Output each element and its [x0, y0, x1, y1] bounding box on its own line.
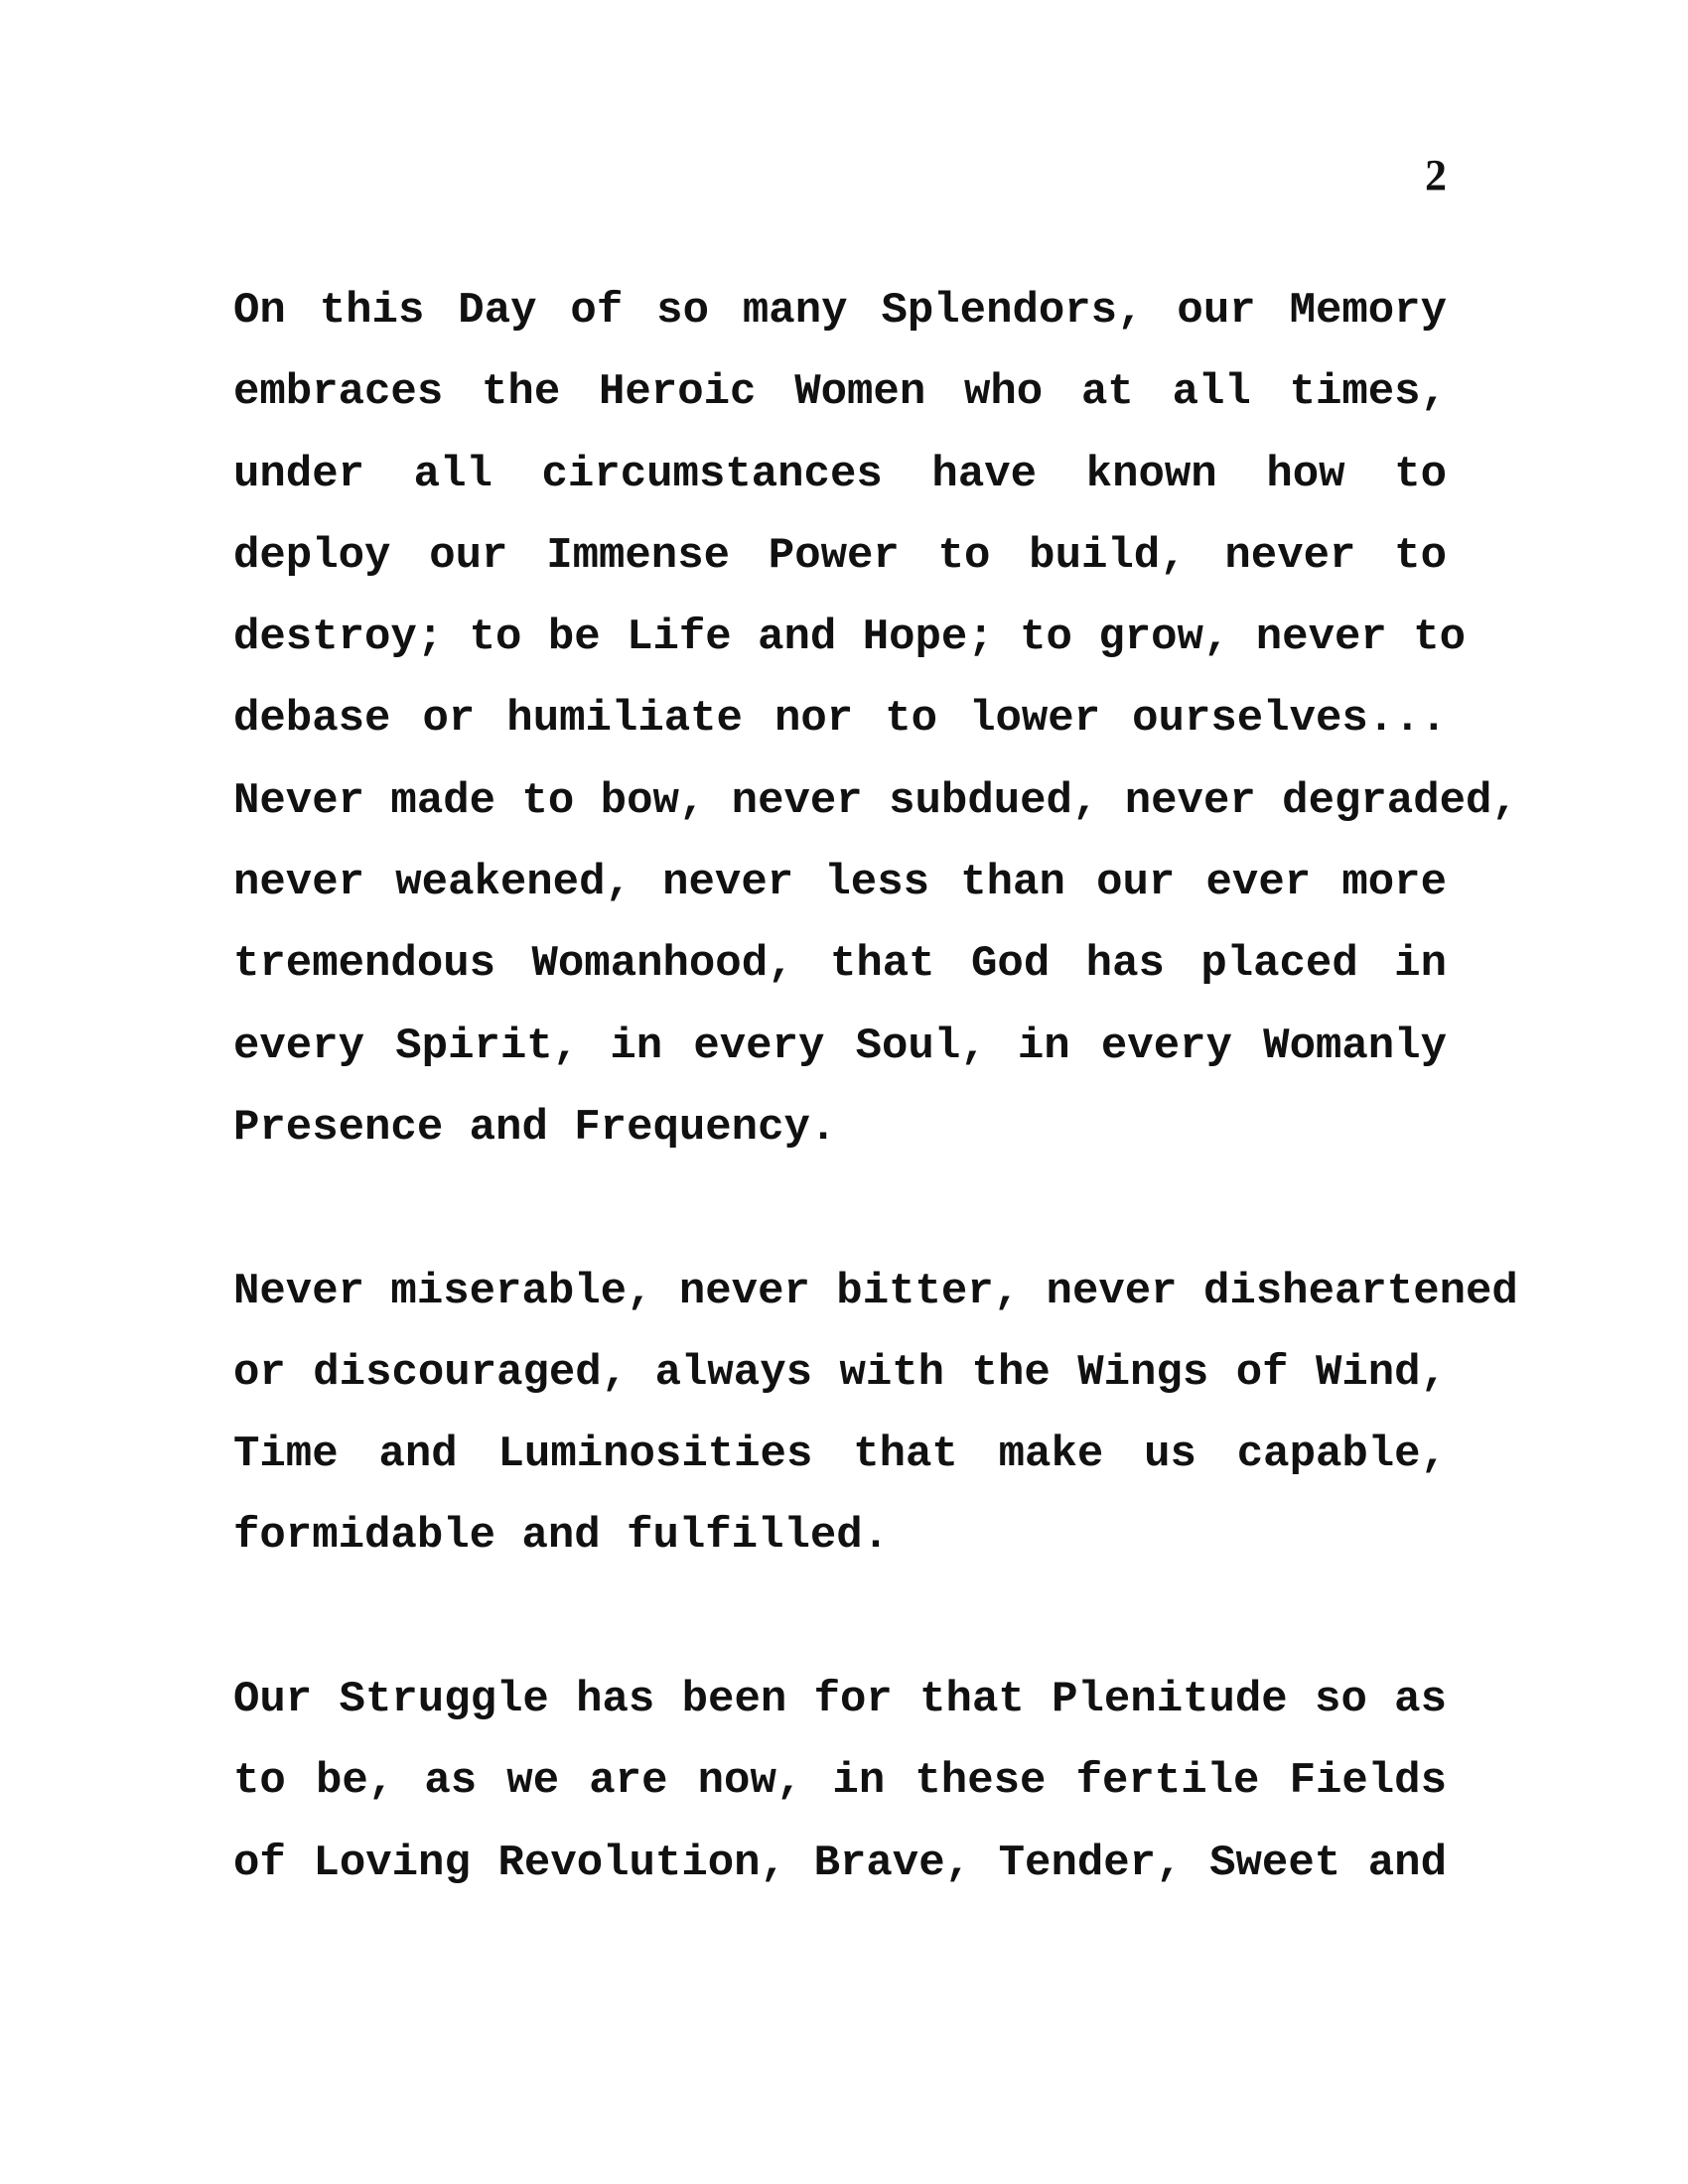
text-line: embraces the Heroic Women who at all times, [233, 367, 1447, 418]
text-line: never weakened, never less than our ever more [233, 858, 1447, 908]
text-line: Presence and Frequency. [233, 1102, 837, 1153]
text-line: deploy our Immense Power to build, never to [233, 530, 1447, 581]
paragraph-3 [233, 1659, 1447, 1904]
text-line: On this Day of so many Splendors, our Memory [233, 286, 1447, 336]
paragraph-gap [233, 1577, 1447, 1659]
text-line: of Loving Revolution, Brave, Tender, Sweet and [233, 1838, 1447, 1888]
paragraph-1 [233, 270, 1518, 1168]
paragraph-gap [233, 1168, 1447, 1250]
text-line: Never made to bow, never subdued, never degraded, [233, 775, 1518, 826]
text-line: under all circumstances have known how to [233, 449, 1447, 499]
body-text [233, 270, 1518, 1904]
text-line: tremendous Womanhood, that God has placed in [233, 939, 1447, 990]
text-line: Never miserable, never bitter, never disheartened [233, 1266, 1518, 1316]
text-line: destroy; to be Life and Hope; to grow, never to [233, 613, 1467, 663]
page-number: 2 [1425, 151, 1447, 200]
text-line: formidable and fulfilled. [233, 1511, 890, 1562]
text-line: Time and Luminosities that make us capable, [233, 1430, 1447, 1480]
text-line: every Spirit, in every Soul, in every Womanly [233, 1021, 1447, 1071]
text-line: Our Struggle has been for that Plenitude so as [233, 1675, 1447, 1725]
text-line: debase or humiliate nor to lower ourselves... [233, 694, 1447, 745]
text-line: or discouraged, always with the Wings of Wind, [233, 1347, 1447, 1398]
paragraph-2 [233, 1251, 1518, 1577]
text-line: to be, as we are now, in these fertile Fields [233, 1756, 1447, 1807]
